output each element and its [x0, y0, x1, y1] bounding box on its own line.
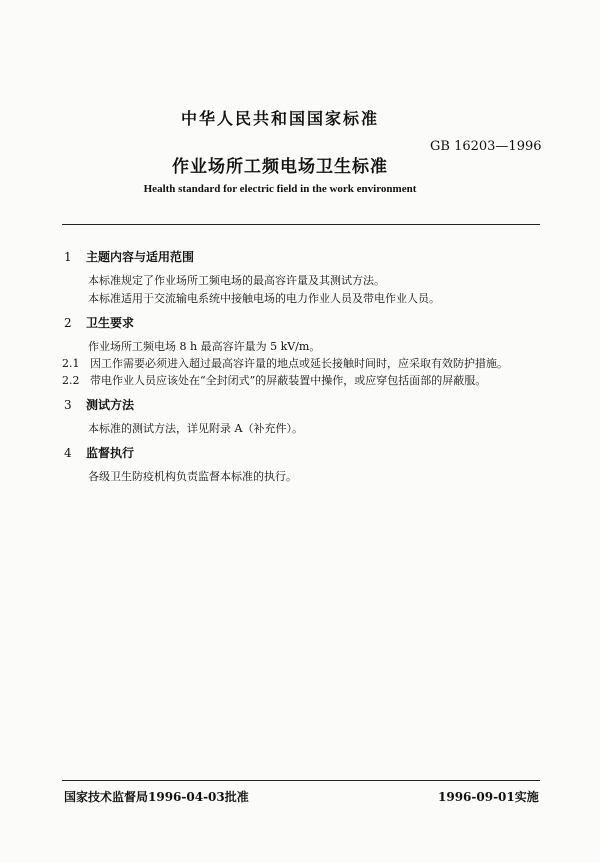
header-divider	[62, 224, 540, 225]
section-title: 监督执行	[86, 446, 135, 460]
section-number: 4	[64, 446, 72, 460]
section-number: 3	[64, 398, 72, 412]
clause-number: 2.1	[62, 357, 80, 370]
footer-divider	[62, 780, 540, 781]
section-3-paragraph-1: 本标准的测试方法，详见附录 A（补充件）。	[88, 422, 303, 435]
document-title-en: Health standard for electric field in the work environment	[143, 183, 417, 195]
section-4-paragraph-1: 各级卫生防疫机构负责监督本标准的执行。	[88, 470, 297, 483]
clause-2-2	[62, 372, 486, 388]
section-title: 卫生要求	[86, 316, 135, 330]
section-4-heading	[64, 444, 134, 461]
clause-number: 2.2	[62, 374, 80, 387]
section-1-paragraph-2: 本标准适用于交流输电系统中接触电场的电力作业人员及带电作业人员。	[88, 292, 440, 305]
section-2-paragraph-1: 作业场所工频电场 8 h 最高容许量为 5 kV/m。	[88, 340, 321, 353]
effective-date: 1996-09-01实施	[438, 790, 539, 804]
section-title: 测试方法	[86, 398, 135, 412]
clause-text: 带电作业人员应该处在“全封闭式”的屏蔽装置中操作，或应穿包括面部的屏蔽服。	[90, 374, 487, 387]
section-1-paragraph-1: 本标准规定了作业场所工频电场的最高容许量及其测试方法。	[88, 274, 385, 287]
clause-text: 因工作需要必须进入超过最高容许量的地点或延长接触时间时，应采取有效防护措施。	[90, 357, 508, 370]
section-number: 2	[64, 316, 72, 330]
national-standard-heading: 中华人民共和国国家标准	[180, 109, 379, 128]
section-number: 1	[64, 250, 72, 264]
section-title: 主题内容与适用范围	[86, 250, 195, 264]
section-3-heading	[64, 396, 134, 413]
document-title-cn: 作业场所工频电场卫生标准	[172, 157, 388, 177]
clause-2-1	[62, 355, 508, 371]
section-2-heading	[64, 314, 134, 331]
standard-code: GB 16203—1996	[430, 139, 542, 154]
section-1-heading	[64, 248, 194, 265]
approval-date: 国家技术监督局1996-04-03批准	[64, 790, 249, 804]
